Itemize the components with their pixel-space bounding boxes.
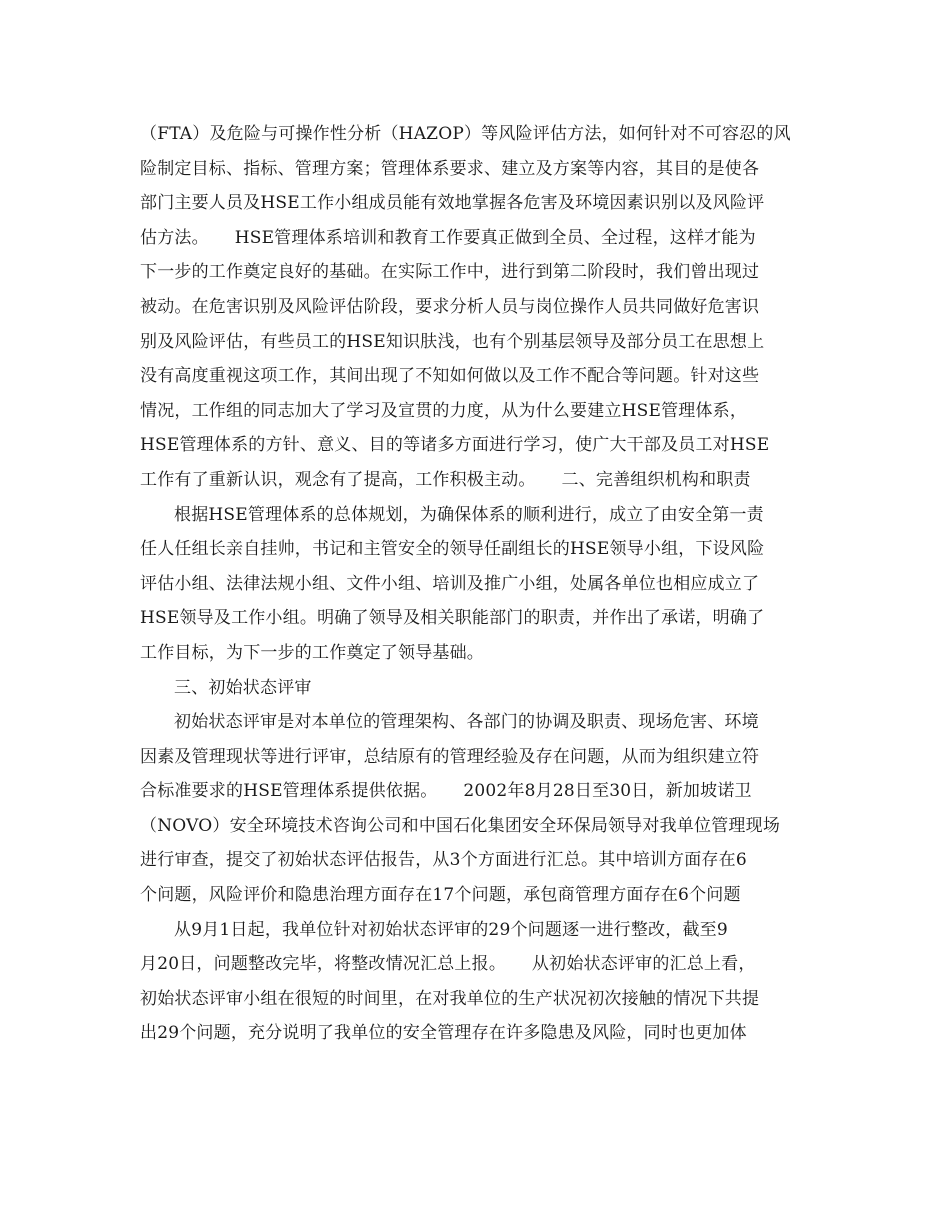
text-line: 没有高度重视这项工作，其间出现了不知如何做以及工作不配合等问题。针对这些 (140, 366, 760, 387)
text-line: 部门主要人员及HSE工作小组成员能有效地掌握各危害及环境因素识别以及风险评 (140, 193, 765, 214)
body-text (140, 117, 818, 1051)
text-line: 从9月1日起，我单位针对初始状态评审的29个问题逐一进行整改，截至9 (174, 919, 728, 940)
text-line: 出29个问题，充分说明了我单位的安全管理存在许多隐患及风险，同时也更加体 (140, 1023, 747, 1044)
text-line: 因素及管理现状等进行评审，总结原有的管理经验及存在问题，从而为组织建立符 (140, 746, 760, 767)
text-line: 初始状态评审小组在很短的时间里，在对我单位的生产状况初次接触的情况下共提 (140, 988, 760, 1009)
text-line: 估方法。 HSE管理体系培训和教育工作要真正做到全员、全过程，这样才能为 (140, 227, 756, 248)
text-line: 工作目标，为下一步的工作奠定了领导基础。 (140, 642, 484, 663)
text-line: 别及风险评估，有些员工的HSE知识肤浅，也有个别基层领导及部分员工在思想上 (140, 331, 765, 352)
text-line: 个问题，风险评价和隐患治理方面存在17个问题，承包商管理方面存在6个问题 (140, 885, 741, 906)
text-line: 进行审查，提交了初始状态评估报告，从3个方面进行汇总。其中培训方面存在6 (140, 850, 747, 871)
text-line: 下一步的工作奠定良好的基础。在实际工作中，进行到第二阶段时，我们曾出现过 (140, 262, 760, 283)
text-line: （NOVO）安全环境技术咨询公司和中国石化集团安全环保局领导对我单位管理现场 (140, 815, 781, 836)
text-line: 月20日，问题整改完毕，将整改情况汇总上报。 从初始状态评审的汇总上看， (140, 954, 756, 975)
text-line: 三、初始状态评审 (174, 677, 312, 698)
text-line: （FTA）及危险与可操作性分析（HAZOP）等风险评估方法，如何针对不可容忍的风 (140, 124, 791, 144)
text-line: 评估小组、法律法规小组、文件小组、培训及推广小组，处属各单位也相应成立了 (140, 573, 760, 594)
text-line: 险制定目标、指标、管理方案；管理体系要求、建立及方案等内容，其目的是使各 (140, 158, 760, 179)
text-line: 情况，工作组的同志加大了学习及宣贯的力度，从为什么要建立HSE管理体系， (140, 400, 748, 421)
text-line: 根据HSE管理体系的总体规划，为确保体系的顺利进行，成立了由安全第一责 (174, 504, 764, 525)
text-line: 被动。在危害识别及风险评估阶段，要求分析人员与岗位操作人员共同做好危害识 (140, 296, 760, 317)
text-line: HSE管理体系的方针、意义、目的等诸多方面进行学习，使广大干部及员工对HSE (140, 435, 770, 456)
text-line: 初始状态评审是对本单位的管理架构、各部门的协调及职责、现场危害、环境 (174, 712, 759, 733)
text-line: HSE领导及工作小组。明确了领导及相关职能部门的职责，并作出了承诺，明确了 (140, 608, 765, 629)
text-line: 工作有了重新认识，观念有了提高，工作积极主动。 二、完善组织机构和职责 (140, 469, 751, 490)
text-line: 合标准要求的HSE管理体系提供依据。 2002年8月28日至30日，新加坡诺卫 (140, 781, 752, 802)
text-line: 任人任组长亲自挂帅，书记和主管安全的领导任副组长的HSE领导小组，下设风险 (140, 539, 765, 560)
